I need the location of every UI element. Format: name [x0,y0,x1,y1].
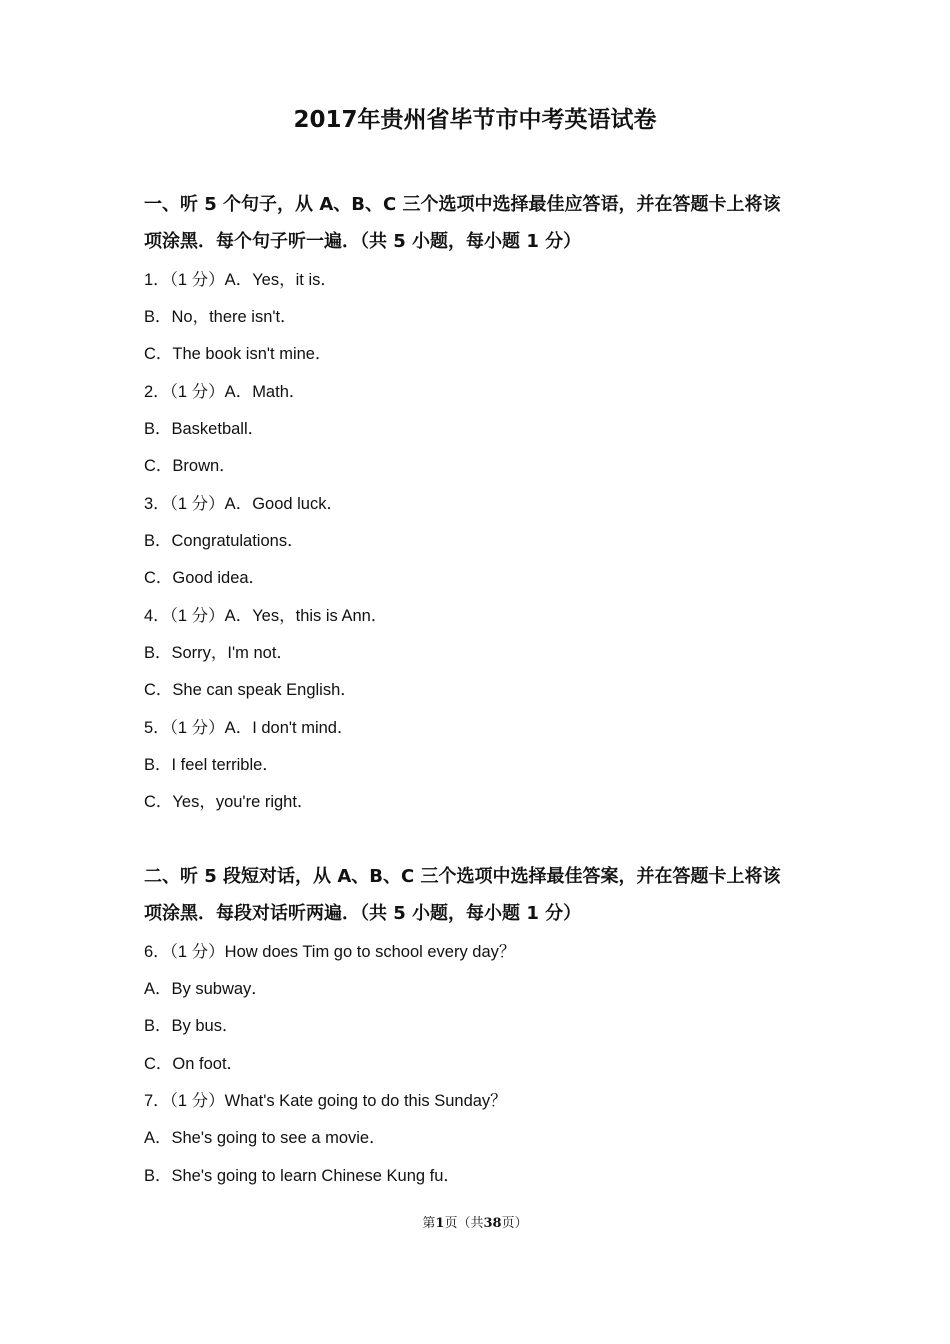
option-line: C．Good idea． [144,569,266,587]
option-line: B．Sorry，I'm not． [144,644,293,662]
section-heading-line: 项涂黑．每段对话听两遍．（共 5 小题，每小题 1 分） [144,903,582,924]
footer-page-number: 1 [435,1216,445,1231]
option-line: B．By bus． [144,1017,239,1035]
section-heading-line: 二、听 5 段短对话，从 A、B、C 三个选项中选择最佳答案，并在答题卡上将该 [144,866,781,887]
option-line: B．I feel terrible． [144,756,279,774]
option-line: C．Brown． [144,457,236,475]
option-line: A．By subway． [144,980,268,998]
option-line: C．She can speak English． [144,681,357,699]
option-line: C．On foot． [144,1055,244,1073]
footer-middle: 页（共 [444,1216,484,1231]
option-line: B．She's going to learn Chinese Kung fu． [144,1167,460,1185]
option-line: A．She's going to see a movie． [144,1129,386,1147]
footer-total-pages: 38 [483,1216,502,1231]
section-heading-line: 一、听 5 个句子，从 A、B、C 三个选项中选择最佳应答语，并在答题卡上将该 [144,194,781,215]
question-line: 2．（1 分）A．Math． [144,383,306,401]
page-footer [0,1214,950,1234]
question-line: 6．（1 分）How does Tim go to school every day？ [144,943,516,961]
question-line: 1．（1 分）A．Yes，it is． [144,271,337,289]
option-line: C．Yes，you're right． [144,793,314,811]
option-line: C．The book isn't mine． [144,345,332,363]
footer-suffix: 页） [501,1216,528,1231]
question-line: 5．（1 分）A．I don't mind． [144,719,354,737]
section-heading-1 [144,186,824,260]
option-line: B．No，there isn't． [144,308,297,326]
footer-prefix: 第 [422,1216,436,1231]
section-heading-line: 项涂黑．每个句子听一遍．（共 5 小题，每小题 1 分） [144,231,582,252]
question-line: 4．（1 分）A．Yes，this is Ann． [144,607,388,625]
option-line: B．Congratulations． [144,532,304,550]
section-heading-2 [144,858,824,932]
option-line: B．Basketball． [144,420,265,438]
question-line: 3．（1 分）A．Good luck． [144,495,343,513]
page-title: 2017年贵州省毕节市中考英语试卷 [293,107,657,133]
question-line: 7．（1 分）What's Kate going to do this Sunday？ [144,1092,507,1110]
